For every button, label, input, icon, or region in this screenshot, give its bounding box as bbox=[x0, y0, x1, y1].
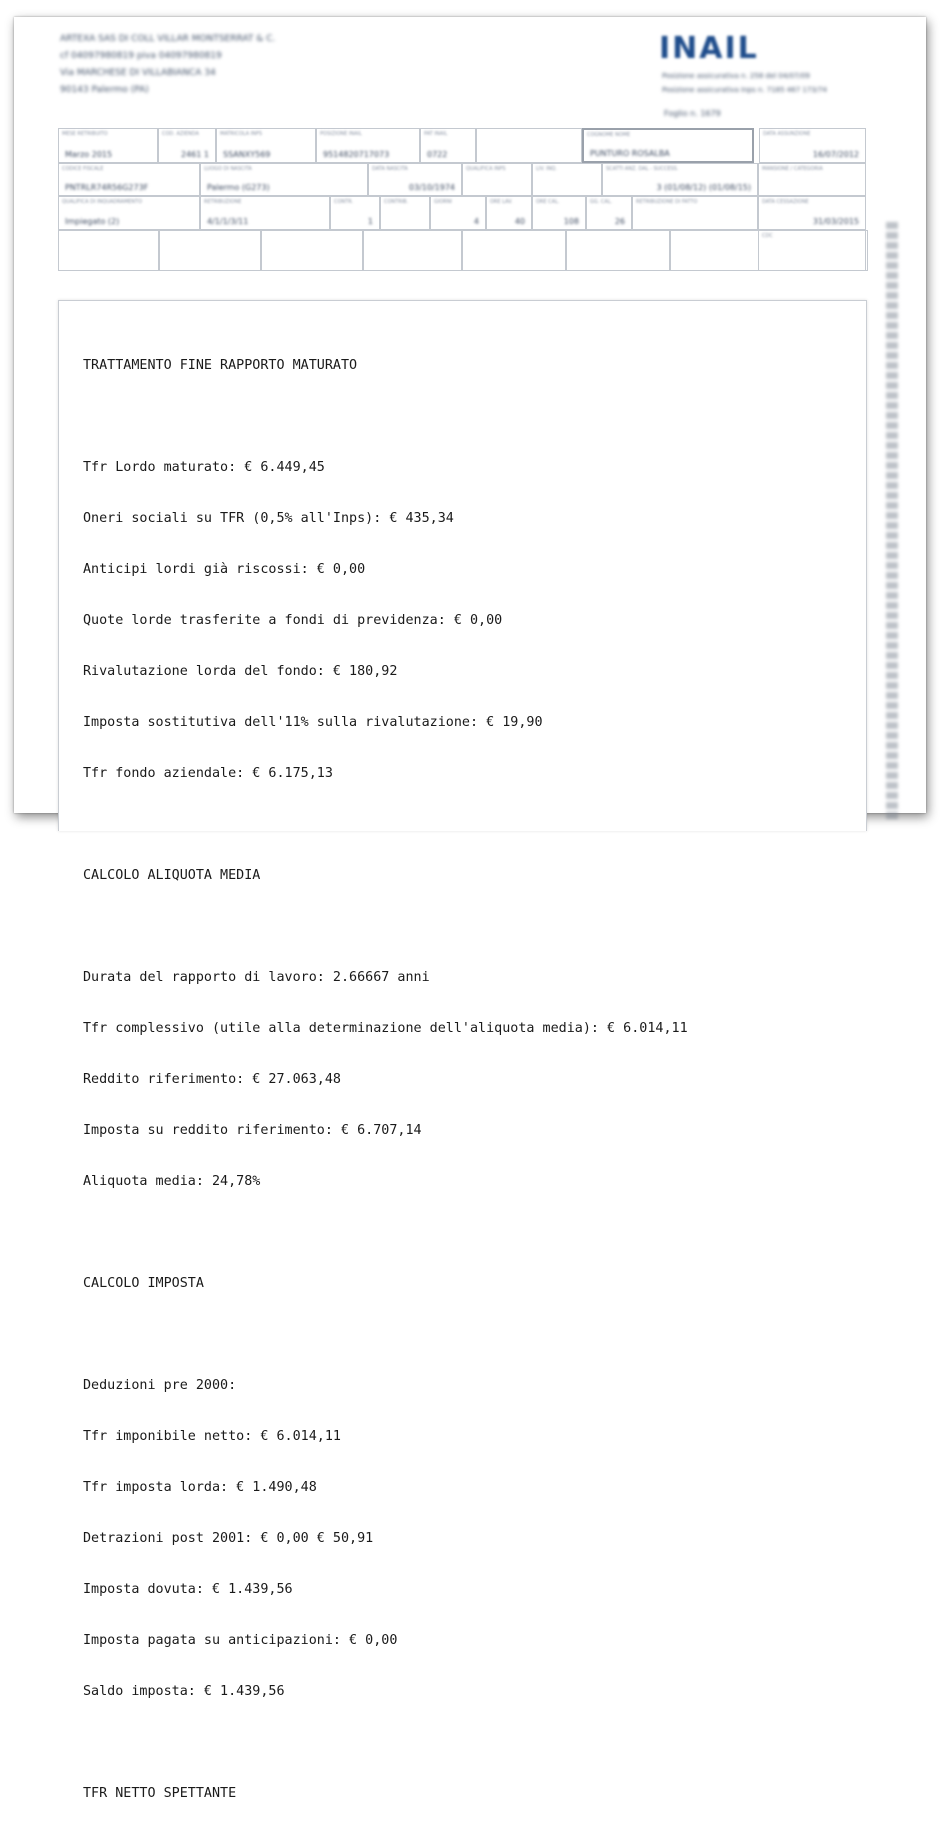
grid-cell-value: PNTRLR74R56G273F bbox=[65, 183, 149, 192]
grid-cell-value: 108 bbox=[563, 217, 579, 226]
side-margin-text bbox=[886, 222, 898, 822]
grid-cell bbox=[670, 230, 768, 271]
grid-cell-value: 4/1/1/3/11 bbox=[207, 217, 249, 226]
calc-line: Tfr fondo aziendale: € 6.175,13 bbox=[83, 766, 333, 781]
calculation-text bbox=[83, 323, 688, 1836]
grid-cell-value: Impiegato (2) bbox=[65, 217, 120, 226]
grid-cell: SCATTI ANZ. DAL - SUCCESS. 3 (01/08/12) (01/08/15) bbox=[602, 163, 758, 196]
grid-cell: DATA CESSAZIONE 31/03/2015 bbox=[758, 196, 866, 230]
grid-cell-cdc: CDC bbox=[758, 230, 866, 271]
grid-cell-value: 4 bbox=[473, 217, 479, 226]
grid-cell: COD. AZIENDA 2461 1 bbox=[158, 128, 216, 163]
calc-line: Imposta dovuta: € 1.439,56 bbox=[83, 1582, 293, 1597]
grid-cell bbox=[363, 230, 462, 271]
grid-cell: QUALIFICA INPS bbox=[462, 163, 532, 196]
section-title-tfr-maturato: TRATTAMENTO FINE RAPPORTO MATURATO bbox=[83, 358, 358, 373]
grid-cell: DATA ASSUNZIONE 16/07/2012 bbox=[759, 128, 866, 163]
institute-line: Posizione assicurativa Inps n. 7185 467 173/74 bbox=[662, 86, 827, 94]
company-line: cf 04097980819 piva 04097980819 bbox=[60, 51, 222, 61]
calc-line: Oneri sociali su TFR (0,5% all'Inps): € 435,34 bbox=[83, 511, 454, 526]
grid-cell-value: 03/10/1974 bbox=[408, 183, 455, 192]
section-title-tfr-netto: TFR NETTO SPETTANTE bbox=[83, 1786, 237, 1801]
calc-line: Deduzioni pre 2000: bbox=[83, 1378, 237, 1393]
grid-cell-value: 3 (01/08/12) (01/08/15) bbox=[656, 183, 751, 192]
grid-cell-value: 9514820717073 bbox=[323, 150, 390, 159]
grid-cell: GG. CAL. 26 bbox=[586, 196, 632, 230]
grid-cell-value: 31/03/2015 bbox=[812, 217, 859, 226]
calc-line: Rivalutazione lorda del fondo: € 180,92 bbox=[83, 664, 398, 679]
grid-cell bbox=[58, 230, 159, 271]
grid-cell bbox=[476, 128, 582, 163]
grid-cell: PAT INAIL 0722 bbox=[420, 128, 476, 163]
grid-cell: CONTR. 1 bbox=[330, 196, 380, 230]
grid-cell-value: 1 bbox=[367, 217, 373, 226]
grid-cell: POSIZIONE INAIL 9514820717073 bbox=[316, 128, 420, 163]
calc-line: Aliquota media: 24,78% bbox=[83, 1174, 261, 1189]
grid-cell: MESE RETRIBUITO Marzo 2015 bbox=[58, 128, 158, 163]
company-line: 90143 Palermo (PA) bbox=[60, 85, 149, 95]
grid-cell-value: 26 bbox=[614, 217, 625, 226]
grid-cell: CONTRIB. bbox=[380, 196, 430, 230]
payslip-sheet bbox=[14, 17, 926, 1801]
grid-cell: ORE CAL. 108 bbox=[532, 196, 586, 230]
calc-line: Saldo imposta: € 1.439,56 bbox=[83, 1684, 285, 1699]
calc-line: Tfr complessivo (utile alla determinazione dell'aliquota media): € 6.014,11 bbox=[83, 1021, 688, 1036]
company-line: ARTEXA SAS DI COLL VILLAR MONTSERRAT & C. bbox=[60, 34, 276, 44]
grid-cell: DATA NASCITA 03/10/1974 bbox=[368, 163, 462, 196]
grid-cell-value: 0722 bbox=[427, 150, 448, 159]
grid-cell: GIORNI 4 bbox=[430, 196, 486, 230]
calc-line: Imposta pagata su anticipazioni: € 0,00 bbox=[83, 1633, 398, 1648]
calc-line: Detrazioni post 2001: € 0,00 € 50,91 bbox=[83, 1531, 374, 1546]
institute-block bbox=[662, 69, 827, 97]
section-title-calcolo-imposta: CALCOLO IMPOSTA bbox=[83, 1276, 204, 1291]
foglio-number: Foglio n. 1679 bbox=[664, 109, 721, 118]
grid-cell bbox=[462, 230, 566, 271]
grid-cell: RETRIBUZIONE DI FATTO bbox=[632, 196, 758, 230]
grid-cell: ORE LAV. 40 bbox=[486, 196, 532, 230]
calc-line: Imposta sostitutiva dell'11% sulla rivalutazione: € 19,90 bbox=[83, 715, 543, 730]
calc-line: Tfr imponibile netto: € 6.014,11 bbox=[83, 1429, 341, 1444]
calc-line: Quote lorde trasferite a fondi di previdenza: € 0,00 bbox=[83, 613, 503, 628]
grid-cell-value: 16/07/2012 bbox=[812, 150, 859, 159]
calc-line: Tfr Lordo maturato: € 6.449,45 bbox=[83, 460, 325, 475]
grid-cell bbox=[566, 230, 670, 271]
grid-cell-value: 2461 1 bbox=[181, 150, 209, 159]
grid-cell: LUOGO DI NASCITA Palermo (G273) bbox=[200, 163, 368, 196]
company-line: Via MARCHESE DI VILLABIANCA 34 bbox=[60, 68, 216, 78]
grid-cell: MATRICOLA INPS SSANXY569 bbox=[216, 128, 316, 163]
calc-line: Reddito riferimento: € 27.063,48 bbox=[83, 1072, 341, 1087]
grid-cell-value: SSANXY569 bbox=[223, 150, 271, 159]
grid-cell bbox=[261, 230, 363, 271]
institute-line: Posizione assicurativa n. 258 del 04/07/09 bbox=[662, 72, 810, 80]
calc-line: Tfr imposta lorda: € 1.490,48 bbox=[83, 1480, 317, 1495]
grid-cell: RETRIBUZIONE 4/1/1/3/11 bbox=[200, 196, 330, 230]
grid-cell-value: PUNTURO ROSALBA bbox=[590, 149, 670, 158]
section-title-aliquota-media: CALCOLO ALIQUOTA MEDIA bbox=[83, 868, 261, 883]
grid-cell: LIV. INQ. bbox=[532, 163, 602, 196]
grid-cell: QUALIFICA DI INQUADRAMENTO Impiegato (2) bbox=[58, 196, 200, 230]
grid-cell: MANSIONE / CATEGORIA bbox=[758, 163, 866, 196]
tfr-calculation-panel bbox=[58, 300, 867, 1801]
calc-line: Durata del rapporto di lavoro: 2.66667 anni bbox=[83, 970, 430, 985]
grid-cell bbox=[159, 230, 261, 271]
grid-cell-value: Palermo (G273) bbox=[207, 183, 270, 192]
company-block bbox=[60, 31, 275, 99]
grid-cell: CODICE FISCALE PNTRLR74R56G273F bbox=[58, 163, 200, 196]
calc-line: Anticipi lordi già riscossi: € 0,00 bbox=[83, 562, 366, 577]
grid-cell-employee-name: COGNOME NOME PUNTURO ROSALBA bbox=[582, 128, 754, 163]
employee-info-grid bbox=[58, 128, 866, 271]
calc-line: Imposta su reddito riferimento: € 6.707,14 bbox=[83, 1123, 422, 1138]
inail-logo: INAIL bbox=[659, 31, 759, 66]
grid-cell-value: 40 bbox=[514, 217, 525, 226]
grid-cell-value: Marzo 2015 bbox=[65, 150, 113, 159]
